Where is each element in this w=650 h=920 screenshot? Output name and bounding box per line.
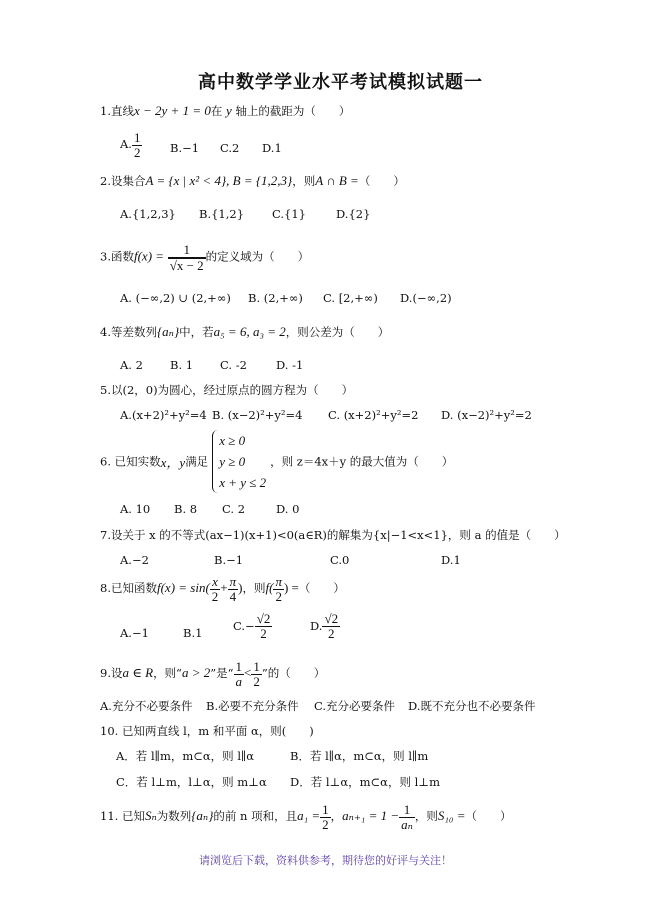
question-10: 10. 已知两直线 l，m 和平面 α，则( ): [100, 724, 314, 738]
q5-option-d: D. (x−2)²+y²=2: [441, 408, 532, 422]
q6-option-d: D. 0: [276, 502, 300, 516]
q10-option-c: C．若 l⊥m，l⊥α，则 m⊥α: [116, 775, 267, 789]
q8-option-c: C.− $\frac{√2}{2}$: [233, 611, 271, 641]
q5-option-b: B. (x−2)²+y²=4: [212, 408, 303, 422]
page-title: 高中数学学业水平考试模拟试题一: [198, 72, 483, 93]
q3-option-b: B. (2,+∞): [248, 291, 303, 305]
q9-option-a: A.充分不必要条件: [100, 699, 193, 713]
question-4: 4.等差数列{aₙ}中，若a₅ = 6, a₃ = 2，则公差为（ ）: [100, 324, 390, 339]
q7-option-b: B.−1: [214, 553, 244, 567]
q4-option-a: A. 2: [120, 358, 143, 372]
q6-option-b: B. 8: [174, 502, 198, 516]
q2-option-c: C.{1}: [272, 207, 306, 221]
q2-option-b: B.{1,2}: [199, 207, 245, 221]
q1-option-d: D.1: [262, 141, 282, 155]
q9-option-b: B.必要不充分条件: [206, 699, 299, 713]
q2-option-a: A.{1,2,3}: [120, 207, 176, 221]
q5-option-c: C. (x+2)²+y²=2: [328, 408, 419, 422]
q3-option-d: D.(−∞,2): [400, 291, 452, 305]
footer-note: 请浏览后下载，资料供参考，期待您的好评与关注！: [199, 854, 452, 867]
question-2: 2.设集合A = {x | x² < 4}, B = {1,2,3}，则A ∩ B =（ ）: [100, 173, 405, 188]
q4-option-b: B. 1: [170, 358, 194, 372]
q7-option-a: A.−2: [120, 553, 149, 567]
q3-option-a: A. (−∞,2) ∪ (2,+∞): [120, 291, 231, 305]
q1-option-a: A. $\frac{1}{2}$: [120, 130, 141, 160]
q1-option-b: B.−1: [170, 141, 200, 155]
question-7: 7.设关于 x 的不等式(ax−1)(x+1)<0(a∈R)的解集为{x|−1<x<1}，则 a 的值是（ ）: [100, 528, 566, 542]
q10-option-d: D．若 l⊥α，m⊂α，则 l⊥m: [290, 775, 440, 789]
q9-option-d: D.既不充分也不必要条件: [408, 699, 536, 713]
q4-option-d: D. -1: [276, 358, 304, 372]
question-9: 9.设a ∈ R，则“a > 2”是“ $\frac{1}{a}$ < $\frac{1}{2}$ ”的（ ）: [100, 659, 326, 689]
question-11: 11. 已知Sₙ为数列{aₙ}的前 n 项和，且a₁ = $\frac{1}{2}$ ，aₙ₊₁ = 1 − $\frac{1}{\text{aₙ}}$ ，则S₁₀ =（ ）: [100, 802, 512, 832]
question-5: 5.以(2，0)为圆心，经过原点的圆方程为（ ）: [100, 383, 354, 397]
q1-option-c: C.2: [220, 141, 240, 155]
question-6: 6. 已知实数x，y满足 x ≥ 0 y ≥ 0 x + y ≤ 2 ，则 z＝4x＋y 的最大值为（ ）: [100, 430, 453, 493]
q6-option-c: C. 2: [222, 502, 246, 516]
q6-option-a: A. 10: [120, 502, 151, 516]
q3-option-c: C. [2,+∞): [323, 291, 378, 305]
q8-option-d: D. $\frac{√2}{2}$: [310, 611, 339, 641]
question-8: 8.已知函数f(x) = sin( $\frac{x}{2}$ + $\frac{\pi}{4}$ )，则f( $\frac{\pi}{2}$ ) =（ ）: [100, 574, 345, 604]
q7-option-c: C.0: [330, 553, 350, 567]
q10-option-a: A．若 l∥m，m⊂α，则 l∥α: [116, 749, 255, 763]
question-3: 3.函数f(x) = $\frac{1}{√x - 2}$ 的定义域为（ ）: [100, 242, 310, 273]
q2-option-d: D.{2}: [336, 207, 371, 221]
q9-option-c: C.充分必要条件: [314, 699, 396, 713]
q7-option-d: D.1: [441, 553, 461, 567]
q10-option-b: B．若 l∥α，m⊂α，则 l∥m: [290, 749, 429, 763]
q5-option-a: A.(x+2)²+y²=4: [120, 408, 207, 422]
q8-option-b: B.1: [183, 626, 203, 640]
q4-option-c: C. -2: [220, 358, 247, 372]
constraint-system: x ≥ 0 y ≥ 0 x + y ≤ 2: [212, 430, 266, 493]
question-1: 1.直线x − 2y + 1 = 0在 y 轴上的截距为（ ）: [100, 103, 351, 118]
q8-option-a: A.−1: [120, 626, 149, 640]
